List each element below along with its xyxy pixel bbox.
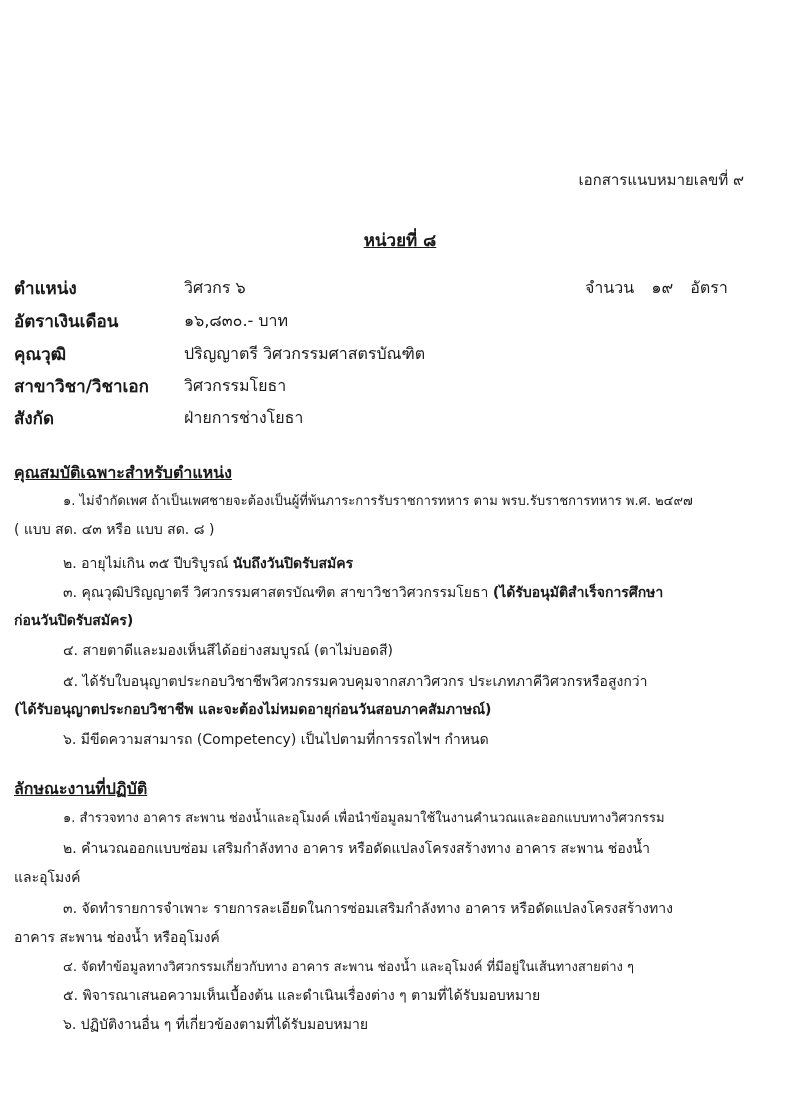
unit-title: หน่วยที่ ๘ [363,231,437,251]
qualification-item-3 [63,582,663,604]
major-value: วิศวกรรมโยธา [184,376,287,395]
qualification-item-1-cont: ( แบบ สด. ๔๓ หรือ แบบ สด. ๘ ) [14,522,215,538]
duty-item-2: ๒. คำนวณออกแบบซ่อม เสริมกำลังทาง อาคาร หรือดัดแปลงโครงสร้างทาง อาคาร สะพาน ช่องน้ำ [63,841,650,857]
qualifications-heading: คุณสมบัติเฉพาะสำหรับตำแหน่ง [14,463,232,482]
major-label: สาขาวิชา/วิชาเอก [14,377,149,397]
qualification-item-3-cont: ก่อนวันปิดรับสมัคร) [14,613,134,629]
qualification-item-2 [63,553,353,575]
document-reference: เอกสารแนบหมายเลขที่ ๙ [578,171,744,189]
qualification-item-4: ๔. สายตาดีและมองเห็นสีได้อย่างสมบูรณ์ (ตาไม่บอดสี) [63,643,394,659]
qualification-item-2-bold: นับถึงวันปิดรับสมัคร [232,556,354,572]
duty-item-5: ๕. พิจารณาเสนอความเห็นเบื้องต้น และดำเนินเรื่องต่าง ๆ ตามที่ได้รับมอบหมาย [63,988,541,1004]
count-unit: อัตรา [690,278,728,297]
duty-item-3: ๓. จัดทำรายการจำเพาะ รายการละเอียดในการซ่อมเสริมกำลังทาง อาคาร หรือดัดแปลงโครงสร้างทาง [63,901,673,917]
affiliation-label: สังกัด [14,409,55,429]
duty-item-2-cont: และอุโมงค์ [14,870,81,886]
duty-item-1: ๑. สำรวจทาง อาคาร สะพาน ช่องน้ำและอุโมงค์ เพื่อนำข้อมูลมาใช้ในงานคำนวณและออกแบบทางวิศวกรรม [63,811,665,826]
position-count [585,276,740,301]
salary-label: อัตราเงินเดือน [14,312,119,332]
qualification-item-5: ๕. ได้รับใบอนุญาตประกอบวิชาชีพวิศวกรรมควบคุมจากสภาวิศวกร ประเภทภาคีวิศวกรหรือสูงกว่า [63,674,648,690]
affiliation-value: ฝ่ายการช่างโยธา [184,408,304,427]
position-label: ตำแหน่ง [14,279,77,299]
duties-heading: ลักษณะงานที่ปฏิบัติ [14,779,148,798]
count-label: จำนวน [585,278,635,297]
qualification-item-3-text: ๓. คุณวุฒิปริญญาตรี วิศวกรรมศาสตรบัณฑิต สาขาวิชาวิศวกรรมโยธา [63,585,493,601]
qualification-item-1: ๑. ไม่จำกัดเพศ ถ้าเป็นเพศชายจะต้องเป็นผู้ที่พ้นภาระการรับราชการทหาร ตาม พรบ.รับราชการทหาร พ.ศ. ๒๔๙๗ [63,494,693,509]
position-value: วิศวกร ๖ [184,278,246,297]
qualification-label: คุณวุฒิ [14,345,67,365]
count-value: ๑๙ [651,278,674,297]
qualification-item-5-cont: (ได้รับอนุญาตประกอบวิชาชีพ และจะต้องไม่หมดอายุก่อนวันสอบภาคสัมภาษณ์) [14,702,492,718]
qualification-item-3-bold: (ได้รับอนุมัติสำเร็จการศึกษา [492,585,664,601]
qualification-item-6: ๖. มีขีดความสามารถ (Competency) เป็นไปตามที่การรถไฟฯ กำหนด [63,732,489,748]
qualification-item-2-text: ๒. อายุไม่เกิน ๓๕ ปีบริบูรณ์ [63,556,233,572]
duty-item-3-cont: อาคาร สะพาน ช่องน้ำ หรืออุโมงค์ [14,930,220,946]
salary-value: ๑๖,๘๓๐.- บาท [184,311,289,330]
qualification-value: ปริญญาตรี วิศวกรรมศาสตรบัณฑิต [184,344,426,363]
duty-item-6: ๖. ปฏิบัติงานอื่น ๆ ที่เกี่ยวข้องตามที่ได้รับมอบหมาย [63,1017,369,1033]
duty-item-4: ๔. จัดทำข้อมูลทางวิศวกรรมเกี่ยวกับทาง อาคาร สะพาน ช่องน้ำ และอุโมงค์ ที่มีอยู่ในเส้นทางสายต่าง ๆ [63,960,634,975]
